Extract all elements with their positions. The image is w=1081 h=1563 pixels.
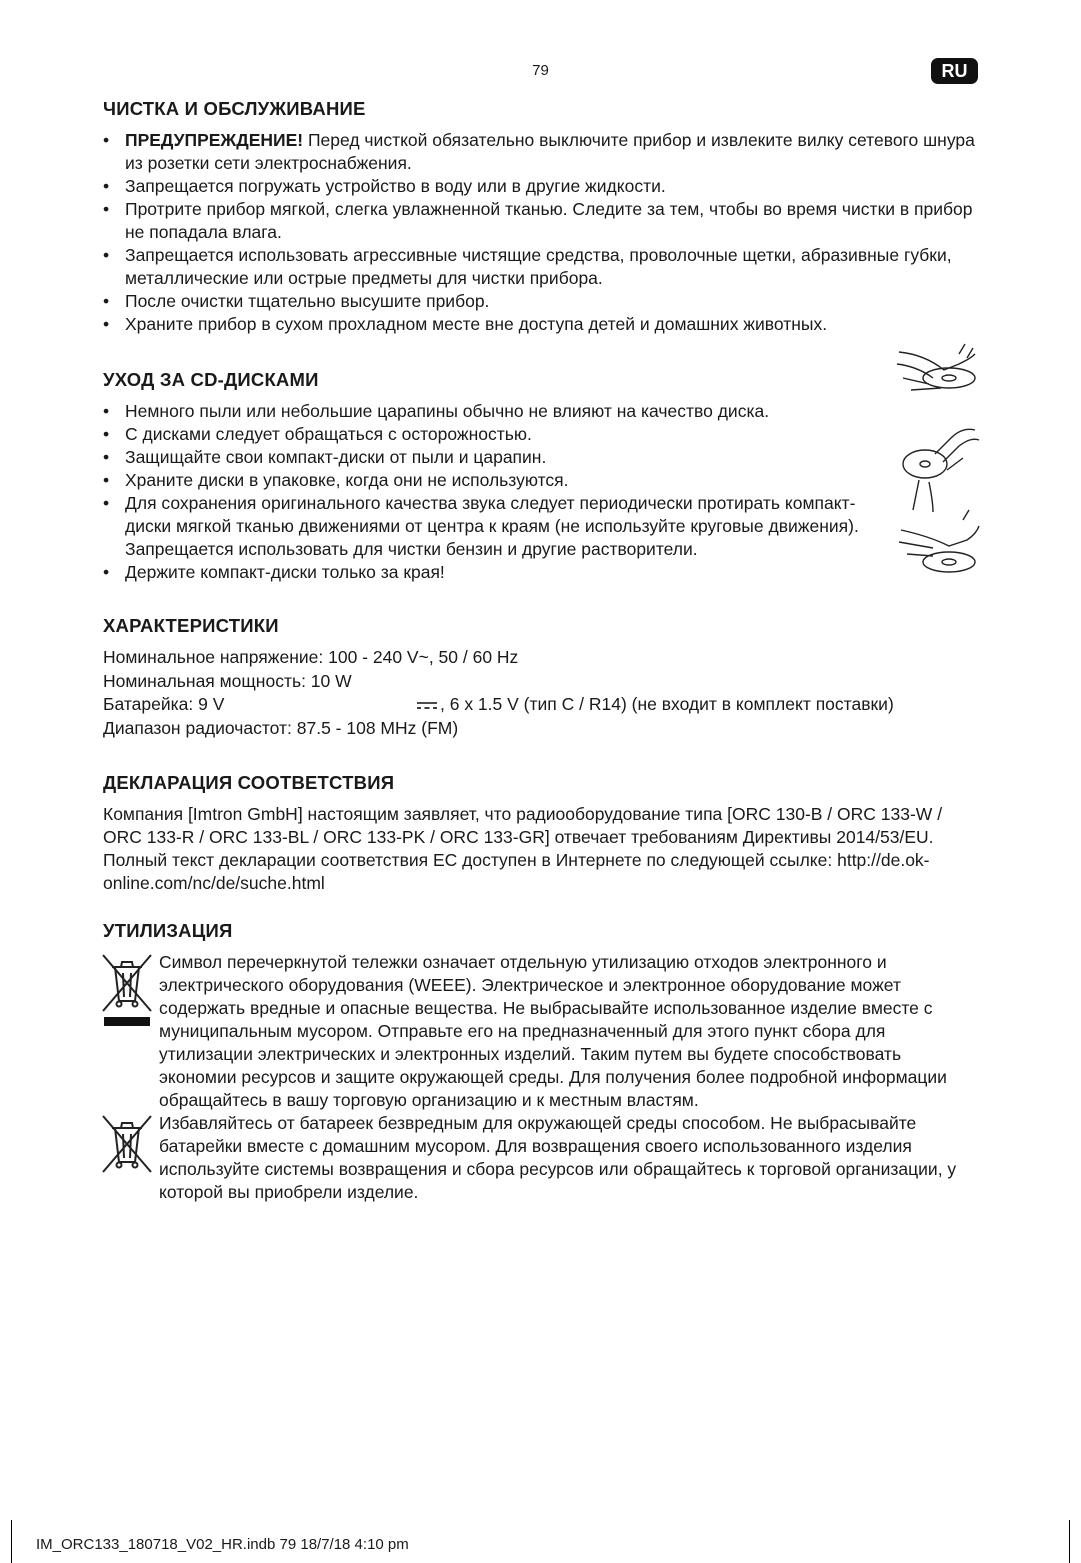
cd-care-section xyxy=(103,368,898,584)
specs-heading: ХАРАКТЕРИСТИКИ xyxy=(103,615,279,636)
spec-power: Номинальная мощность: 10 W xyxy=(103,670,352,691)
crossed-bin-weee-icon xyxy=(101,953,153,1033)
declaration-text: Компания [Imtron GmbH] настоящим заявляет, что радиооборудование типа [ORC 130-B / ORC 133-W / ORC 133-R / ORC 133-BL / ORC 133-PK / ORC 133-GR] отвечает требованиям Директивы 2014/53/EU. Полный текст декларации соответствия ЕС доступен в Интернете по следующей ссылке: http://de.ok-online.com/nc/de/suche.html xyxy=(103,804,943,893)
disposal-section xyxy=(103,919,978,1204)
spec-voltage: Номинальное напряжение: 100 - 240 V~, 50 / 60 Hz xyxy=(103,647,519,667)
warning-text: Перед чисткой обязательно выключите прибор и извлеките вилку сетевого шнура из розетки сети электроснабжения. xyxy=(125,130,975,173)
cd-care-heading: УХОД ЗА CD-ДИСКАМИ xyxy=(103,369,319,390)
hand-placing-disc-icon xyxy=(899,510,979,572)
battery-label: Батарейка: 9 V xyxy=(103,694,225,714)
list-item: • Запрещается погружать устройство в воду или в другие жидкости. xyxy=(103,175,983,198)
spec-battery xyxy=(103,693,983,717)
list-item: • После очистки тщательно высушите прибор. xyxy=(103,290,983,313)
dc-current-icon xyxy=(416,700,438,710)
cleaning-list xyxy=(103,129,983,336)
list-item: • С дисками следует обращаться с осторожностью. xyxy=(103,423,898,446)
cd-handling-illustration xyxy=(889,334,985,584)
spec-radio: Диапазон радиочастот: 87.5 - 108 MHz (FM) xyxy=(103,717,459,738)
crossed-bin-battery-icon xyxy=(101,1114,153,1174)
list-item: • Храните прибор в сухом прохладном месте вне доступа детей и домашних животных. xyxy=(103,313,983,336)
list-item: • Для сохранения оригинального качества звука следует периодически протирать компакт-диски мягкой тканью движениями от центра к краям (не используйте круговые движения). Запрещается использовать для чистки бензин и другие растворители. xyxy=(103,492,898,561)
cleaning-section xyxy=(103,97,983,336)
declaration-section xyxy=(103,771,973,895)
page-number: 79 xyxy=(532,62,549,79)
crop-mark-right xyxy=(1069,1520,1070,1563)
list-item: • Защищайте свои компакт-диски от пыли и царапин. xyxy=(103,446,898,469)
list-item: • Держите компакт-диски только за края! xyxy=(103,561,898,584)
language-badge: RU xyxy=(931,58,978,84)
warning-label: ПРЕДУПРЕЖДЕНИЕ! xyxy=(125,130,304,150)
battery-disposal-row xyxy=(103,1112,978,1204)
weee-row xyxy=(103,951,978,1112)
declaration-heading: ДЕКЛАРАЦИЯ СООТВЕТСТВИЯ xyxy=(103,772,395,793)
hand-holding-disc-icon xyxy=(903,429,979,512)
footer-file-info: IM_ORC133_180718_V02_HR.indb 79 18/7/18 4:10 pm xyxy=(36,1536,409,1553)
list-item xyxy=(103,129,983,175)
battery-detail-group xyxy=(416,693,894,717)
list-item: • Запрещается использовать агрессивные чистящие средства, проволочные щетки, абразивные губки, металлические или острые предметы для чистки прибора. xyxy=(103,244,983,290)
disposal-heading: УТИЛИЗАЦИЯ xyxy=(103,920,233,941)
battery-detail: , 6 x 1.5 V (тип C / R14) (не входит в комплект поставки) xyxy=(440,694,894,714)
list-item: • Немного пыли или небольшие царапины обычно не влияют на качество диска. xyxy=(103,400,898,423)
list-item: • Протрите прибор мягкой, слегка увлажненной тканью. Следите за тем, чтобы во время чистки в прибор не попадала влага. xyxy=(103,198,983,244)
hand-wiping-disc-icon xyxy=(897,344,975,390)
battery-disposal-text: Избавляйтесь от батареек безвредным для окружающей среды способом. Не выбрасывайте батарейки вместе с домашним мусором. Для возвращения своего использованного изделия используйте системы возвращения и сбора ресурсов или обращайтесь к торговой организации, у которой вы приобрели изделие. xyxy=(159,1113,957,1202)
crop-mark-left xyxy=(11,1520,12,1563)
cleaning-heading: ЧИСТКА И ОБСЛУЖИВАНИЕ xyxy=(103,98,366,119)
list-item: • Храните диски в упаковке, когда они не используются. xyxy=(103,469,898,492)
weee-text: Символ перечеркнутой тележки означает отдельную утилизацию отходов электронного и электрического оборудования (WEEE). Электрическое и электронное оборудование может содержать вредные и опасные вещества. Не выбрасывайте использованное изделие вместе с муниципальным мусором. Отправьте его на предназначенный для этого пункт сбора для утилизации электрических и электронных изделий. Таким путем вы будете способствовать экономии ресурсов и защите окружающей среды. Для получения более подробной информации обращайтесь в вашу торговую организацию и к местным властям. xyxy=(159,952,947,1110)
cd-care-list xyxy=(103,400,898,584)
specs-section xyxy=(103,614,983,740)
